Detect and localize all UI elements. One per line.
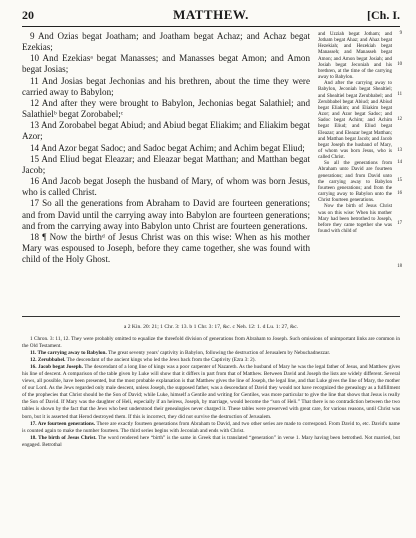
verse-15: 15 And Eliud begat Eleazar; and Eleazar begat Matthan; and Matthan begat Jacob;: [22, 153, 310, 175]
main-text-column: [22, 31, 310, 265]
commentary-paragraph: [22, 336, 400, 350]
side-verse-number: 13: [397, 147, 402, 153]
verse-12: 12 And after they were brought to Babylon, Jechonias begat Salathiel; and Salathielᵇ begat Zorobabel;ᶜ: [22, 97, 310, 120]
revised-version-column: [318, 31, 392, 234]
commentary-heading: 11. The carrying away to Babylon.: [30, 350, 107, 357]
side-paragraph: So all the generations from Abraham unto David are fourteen generations; and from David unto the carrying away to Babylon fourteen generations; and from the carrying away to Babylon unto the Christ fourteen generations.: [318, 160, 392, 204]
side-verse-number: [394, 283, 402, 289]
side-verse-number: 18: [397, 264, 402, 270]
cross-references: a 2 Kin. 20: 21; 1 Chr. 3: 13. b 1 Chr. 3: 17, &c. c Neh. 12: 1. d Lu. 1: 27, &c.: [123, 324, 299, 330]
side-paragraph: And after the carrying away to Babylon, Jeconiah begat Shealtiel; and Shealtiel begat Zerubbabel; and Zerubbabel begat Abiud; and Abiud begat Eliakim; and Eliakim begat Azor; and Azor begat Sadoc; and Sadoc begat Achim; and Achim begat Eliud; and Eliud begat Eleazar; and Eleazar begat Matthan; and Matthan begat Jacob; and Jacob begat Joseph the husband of Mary, of whom was born Jesus, who is called Christ.: [318, 80, 392, 161]
side-paragraph: Now the birth of Jesus Christ was on this wise: When his mother Mary had been betrothed to Joseph, before they came together she was found with child of: [318, 203, 392, 234]
side-verse-number: 15: [397, 178, 402, 184]
commentary-text: 1 Chron. 3: 11, 12. They were probably omitted to equalize the threefold division of generations from Abraham to Joseph. Such omissions of unimportant links are common in the Old Testament.: [22, 336, 400, 350]
verse-11: 11 And Josias begat Jechonias and his brethren, about the time they were carried away to Babylon;: [22, 75, 310, 97]
side-verse-numbers: [394, 31, 402, 289]
book-title: MATTHEW.: [173, 7, 249, 22]
page-number: 20: [22, 8, 34, 22]
commentary-heading: 17. Are fourteen generations.: [30, 420, 96, 427]
commentary-paragraph: [22, 435, 400, 449]
commentary-text: The great seventy years' captivity in Babylon, following the destruction of Jerusalem by Nebuchadnezzar.: [106, 350, 331, 357]
side-verse-number: 17: [397, 221, 402, 227]
verse-10: 10 And Ezekiasᵃ begat Manasses; and Manasses begat Amon; and Amon begat Josias;: [22, 53, 310, 75]
side-verse-number: 10: [397, 61, 402, 67]
commentary-heading: 18. The birth of Jesus Christ.: [30, 434, 97, 441]
verse-18: 18 ¶ Now the birthᵈ of Jesus Christ was on this wise: When as his mother Mary was espoused to Joseph, before they came together, she was found with child of the Holy Ghost.: [22, 231, 310, 265]
verse-17: 17 So all the generations from Abraham to David are fourteen generations; and from David until the carrying away into Babylon are fourteen generations; and from the carrying away into Babylon unto Christ are fourteen generations.: [22, 198, 310, 231]
verse-14: 14 And Azor begat Sadoc; and Sadoc begat Achim; and Achim begat Eliud;: [30, 142, 305, 153]
commentary-text: The word rendered here “birth” is the same in Greek that is translated “generation” in verse 1. Mary having been betrothed. Not married, but engaged. Betrothal: [22, 434, 400, 448]
commentary-text: The descendant of a long line of kings was a poor carpenter of Nazareth. As the husband of Mary he was the legal father of Jesus, and Matthew gives his line of descent. A comparison of the table given by Luke will show that it differs in part from that of Matthew. Between David and Joseph the lists are widely different. Several views, all possible, have been presented, but the most probable explanation is that Matthew gives the line of Joseph, the legal line, and that Luke gives the line of Mary, the mother of our Lord. As the Jews regarded only male descent, unless Joseph, the supposed father, was a descendant of David they would not have recognized the genealogy as a fulfillment of the prophecies that Christ should be the Son of David; while Luke, himself a Gentile and writing for Gentiles, was more particular to give the line that shows that Jesus is really the Son of David. If Mary was the daughter of Heli, especially if an heiress, Joseph, by marriage, would become the “son of Heli.” That there is no contradiction between the two tables is shown by the fact that the Jews who best understood their genealogies never charged it. These tables were preserved with great care, for various reasons, until Christ was born, but it is asserted that Herod destroyed them. If this is incorrect, they did not survive the destruction of Jerusalem.: [22, 364, 400, 420]
side-verse-number: 12: [397, 116, 402, 122]
running-header: [22, 6, 400, 27]
side-verse-number: 16: [397, 190, 402, 196]
verse-13: 13 And Zorobabel begat Abiud; and Abiud begat Eliakim; and Eliakim begat Azor;: [22, 120, 310, 142]
commentary-heading: 16. Jacob begat Joseph.: [30, 364, 83, 371]
footnote-divider: [22, 316, 400, 317]
side-verse-number: 11: [397, 92, 402, 98]
side-verse-number: 14: [397, 159, 402, 165]
verse-16: 16 And Jacob begat Joseph the husband of Mary, of whom was born Jesus, who is called Christ.: [22, 176, 310, 198]
commentary-paragraph: [22, 421, 400, 435]
side-paragraph: and Uzziah begat Jotham; and Jotham begat Ahaz; and Ahaz begat Hezekiah; and Hezekiah begat Manasseh; and Manasseh begat Amon; and Amon begat Josiah; and Josiah begat Jeconiah and his brethren, at the time of the carrying away to Babylon.: [318, 31, 392, 81]
text-columns: [22, 31, 400, 343]
commentary-heading: 12. Zerubbabel.: [30, 357, 66, 364]
side-verse-number: 9: [399, 31, 402, 36]
chapter-label: [Ch. I.: [366, 8, 400, 22]
commentary-text: The descendant of the ancient kings who led the Jews back from the Captivity (Ezra 3: 2).: [65, 357, 256, 364]
commentary-section: [22, 336, 400, 449]
verse-9: 9 And Ozias begat Joatham; and Joatham begat Achaz; and Achaz begat Ezekias;: [22, 31, 310, 53]
bible-page: [22, 6, 402, 448]
commentary-text: There are exactly fourteen generations from Abraham to David, and two other series are made to correspond. From David to, etc. David's name is counted again to make the number fourteen. The third series begins with Jeconiah and ends with Christ.: [22, 420, 400, 434]
commentary-paragraph: [22, 364, 400, 420]
